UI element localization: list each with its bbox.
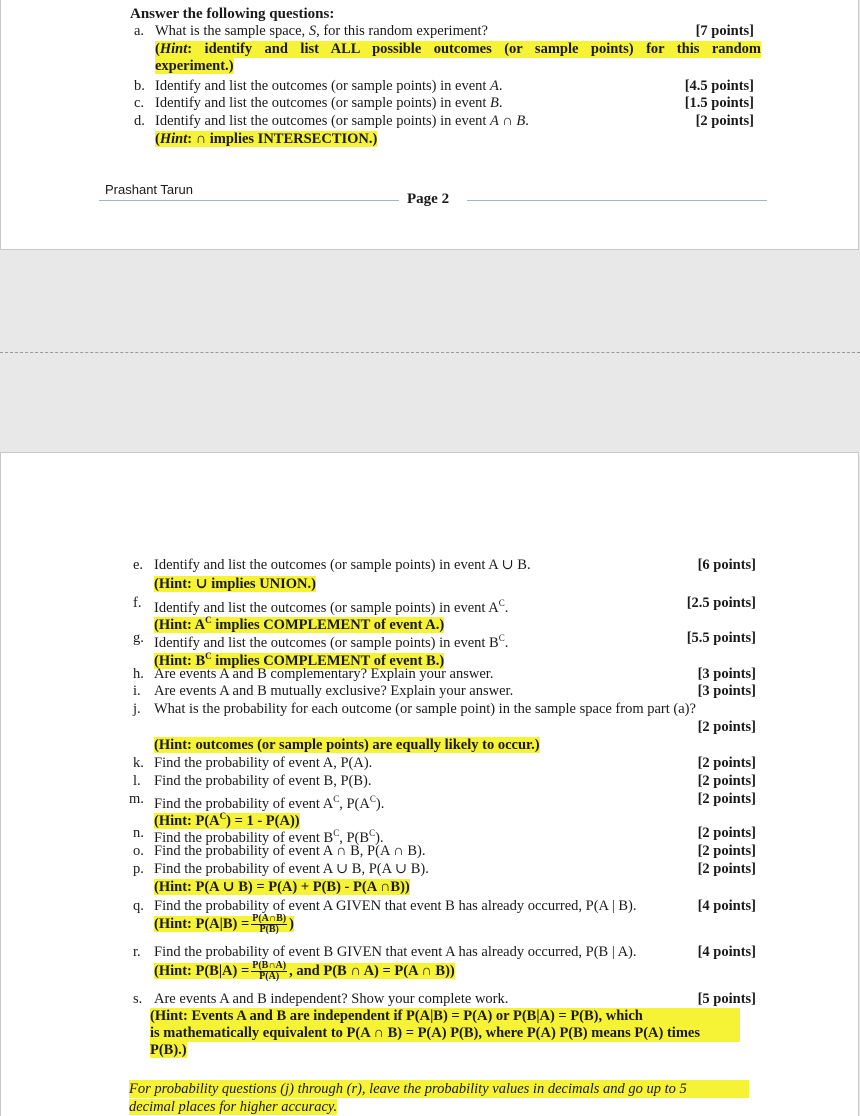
item-letter-g: g. xyxy=(133,630,144,646)
footer-author: Prashant Tarun xyxy=(105,182,193,197)
question-m: Find the probability of event $A^C$, $P(A^C)$. xyxy=(154,794,385,812)
item-letter-f: f. xyxy=(133,595,142,611)
points-a: [7 points] xyxy=(695,23,754,39)
item-letter-a: a. xyxy=(134,23,145,39)
points-o: [2 points] xyxy=(697,843,756,859)
points-m: [2 points] xyxy=(697,791,756,807)
question-b: Identify and list the outcomes (or sample points) in event A. xyxy=(155,78,503,94)
fraction-r: $\frac{P(B\cap A)}{P(A)}$ xyxy=(252,960,287,982)
item-letter-i: i. xyxy=(133,683,141,699)
question-n: Find the probability of event $B^C$, $P(B^C)$. xyxy=(154,828,384,846)
hint-r: (Hint: P(B|A) = $\frac{P(B\cap A)}{P(A)}$ , and P(B ∩ A) = P(A ∩ B)) xyxy=(154,960,455,982)
item-letter-m: m. xyxy=(129,791,144,807)
item-letter-e: e. xyxy=(133,557,144,573)
item-letter-j: j. xyxy=(133,701,141,717)
question-c: Identify and list the outcomes (or sample points) in event B. xyxy=(155,95,503,111)
item-letter-p: p. xyxy=(133,861,144,877)
points-r: [4 points] xyxy=(697,944,756,960)
item-letter-r: r. xyxy=(133,944,141,960)
points-f: [2.5 points] xyxy=(686,595,756,611)
hint-m: (Hint: $P(A^C) = 1 - P(A)$) xyxy=(154,811,300,829)
question-d: Identify and list the outcomes (or sample points) in event A ∩ B. xyxy=(155,113,529,129)
probability-footnote: For probability questions (j) through (r), leave the probability values in decimals and go up to 5 decimal places for higher accuracy. xyxy=(129,1080,749,1116)
points-n: [2 points] xyxy=(697,825,756,841)
item-letter-k: k. xyxy=(133,755,144,771)
question-o: Find the probability of event A ∩ B, P(A ∩ B). xyxy=(154,843,426,859)
question-q: Find the probability of event A GIVEN that event B has already occurred, P(A | B). xyxy=(154,898,637,914)
hint-e: (Hint: ∪ implies UNION.) xyxy=(154,576,316,592)
footer-page-number: Page 2 xyxy=(407,191,450,207)
question-l: Find the probability of event B, P(B). xyxy=(154,773,372,789)
points-d: [2 points] xyxy=(695,113,754,129)
item-letter-q: q. xyxy=(133,898,144,914)
fraction-q: $\frac{P(A\cap B)}{P(B)}$ xyxy=(252,913,287,935)
points-c: [1.5 points] xyxy=(684,95,754,111)
question-h: Are events A and B complementary? Explain your answer. xyxy=(154,666,494,682)
question-i: Are events A and B mutually exclusive? Explain your answer. xyxy=(154,683,514,699)
footer-rule-left xyxy=(99,200,399,201)
hint-q: (Hint: P(A|B) = $\frac{P(A\cap B)}{P(B)}$ ) xyxy=(154,913,294,935)
question-k: Find the probability of event A, P(A). xyxy=(154,755,373,771)
points-g: [5.5 points] xyxy=(686,630,756,646)
question-s: Are events A and B independent? Show your complete work. xyxy=(154,991,509,1007)
hint-a: (Hint: identify and list ALL possible outcomes (or sample points) for this random experiment.) xyxy=(155,41,761,74)
points-l: [2 points] xyxy=(697,773,756,789)
points-k: [2 points] xyxy=(697,755,756,771)
item-letter-n: n. xyxy=(133,825,144,841)
footer-rule-right xyxy=(467,200,767,201)
question-f: Identify and list the outcomes (or sample points) in event $A^C$. xyxy=(154,598,509,616)
points-b: [4.5 points] xyxy=(684,78,754,94)
hint-g: (Hint: $B^C$ implies COMPLEMENT of event B.) xyxy=(154,651,445,669)
question-a: What is the sample space, S, for this random experiment? xyxy=(155,23,488,39)
item-letter-s: s. xyxy=(133,991,143,1007)
item-letter-l: l. xyxy=(133,773,141,789)
document-page-top xyxy=(0,0,859,250)
question-p: Find the probability of event A ∪ B, P(A ∪ B). xyxy=(154,861,429,877)
points-j: [2 points] xyxy=(697,719,756,735)
item-letter-h: h. xyxy=(133,666,144,682)
points-q: [4 points] xyxy=(697,898,756,914)
item-letter-c: c. xyxy=(134,95,145,111)
points-i: [3 points] xyxy=(697,683,756,699)
item-letter-d: d. xyxy=(134,113,145,129)
hint-f: (Hint: $A^C$ implies COMPLEMENT of event A.) xyxy=(154,615,445,633)
page-break-divider xyxy=(0,352,860,353)
question-j: What is the probability for each outcome (or sample point) in the sample space from part (a)? xyxy=(154,701,696,717)
item-letter-o: o. xyxy=(133,843,144,859)
item-letter-b: b. xyxy=(134,78,145,94)
question-r: Find the probability of event B GIVEN that event A has already occurred, P(B | A). xyxy=(154,944,637,960)
hint-s: (Hint: Events A and B are independent if P(A|B) = P(A) or P(B|A) = P(B), which is mathematically equivalent to P(A ∩ B) = P(A) P(B), where P(A) P(B) means P(A) times P(B).) xyxy=(150,1008,740,1059)
points-h: [3 points] xyxy=(697,666,756,682)
hint-j: (Hint: outcomes (or sample points) are equally likely to occur.) xyxy=(154,737,540,753)
question-e: Identify and list the outcomes (or sample points) in event A ∪ B. xyxy=(154,557,531,573)
points-e: [6 points] xyxy=(697,557,756,573)
hint-d: (Hint: ∩ implies INTERSECTION.) xyxy=(155,131,378,147)
points-s: [5 points] xyxy=(697,991,756,1007)
questions-heading: Answer the following questions: xyxy=(130,6,335,22)
question-g: Identify and list the outcomes (or sample points) in event $B^C$. xyxy=(154,633,509,651)
points-p: [2 points] xyxy=(697,861,756,877)
hint-p: (Hint: P(A ∪ B) = P(A) + P(B) - P(A ∩B)) xyxy=(154,879,410,895)
